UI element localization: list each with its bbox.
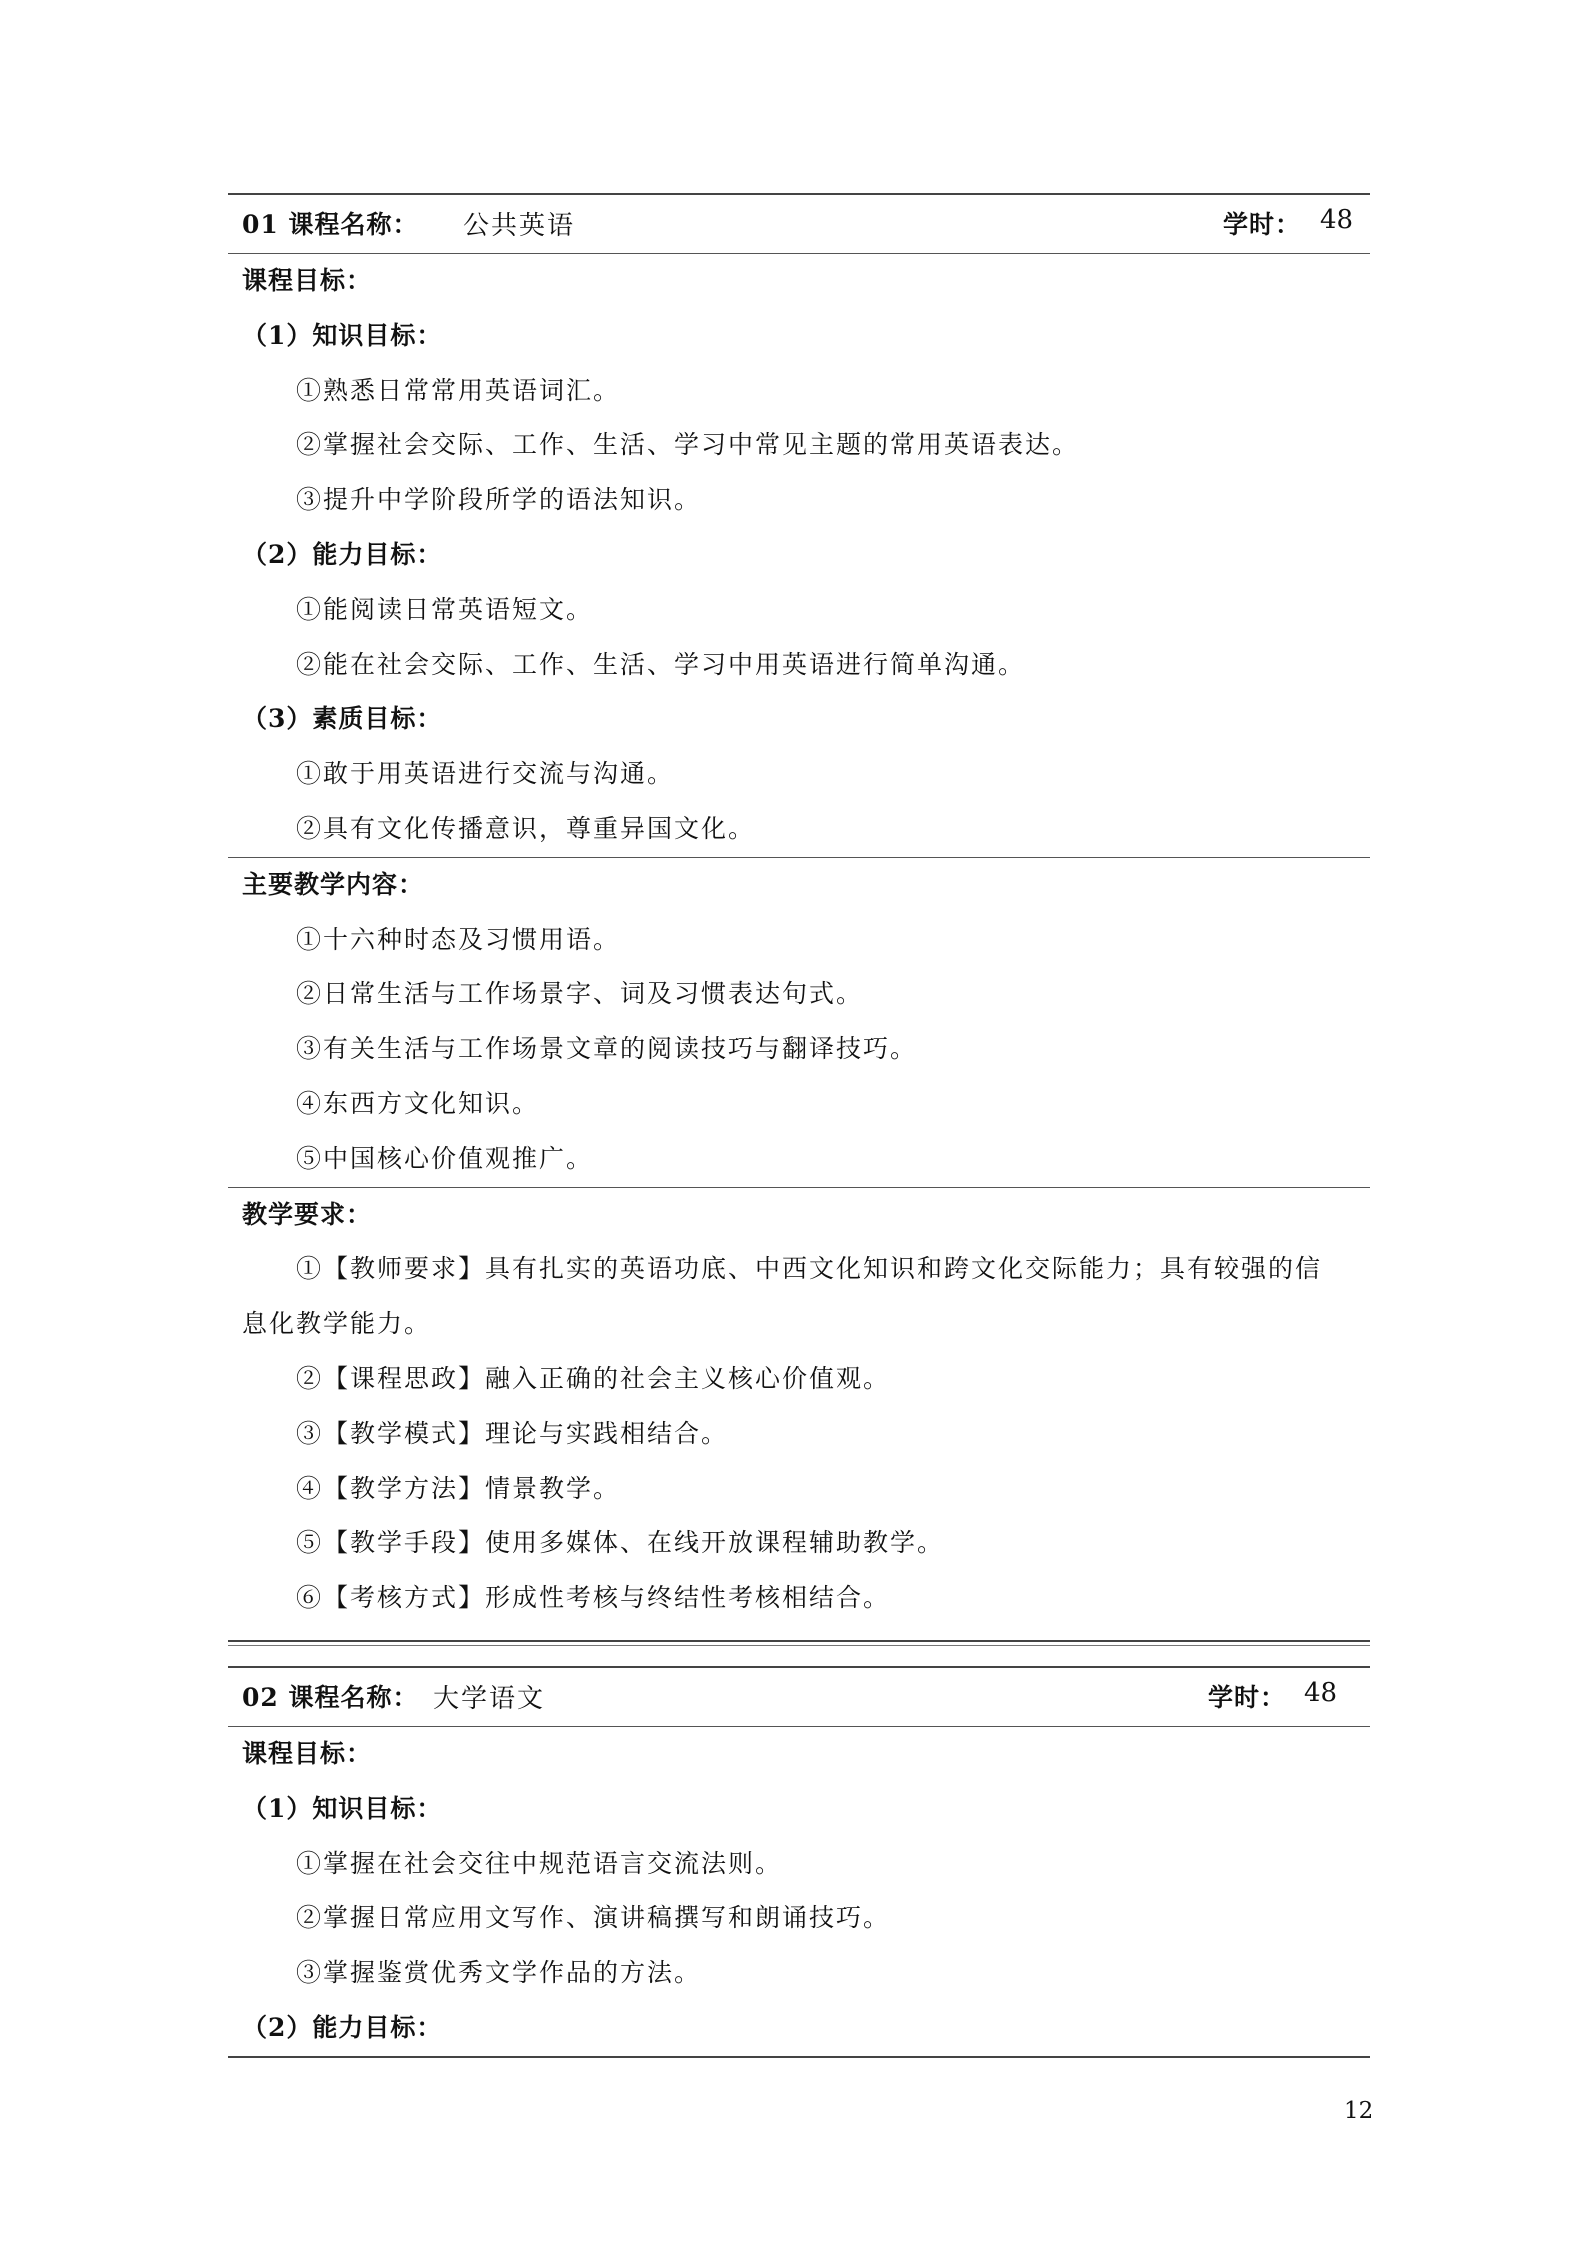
knowledge-title: （1）知识目标：: [242, 320, 443, 350]
course-block-01: [228, 193, 1370, 1646]
course-block-02: [228, 1666, 1370, 2058]
quality-title: （3）素质目标：: [242, 704, 443, 734]
ability-item: ①能阅读日常英语短文。: [296, 594, 594, 624]
course-header: [228, 195, 1370, 253]
knowledge-item: ①熟悉日常常用英语词汇。: [296, 375, 621, 405]
requirement-item: ③【教学模式】理论与实践相结合。: [296, 1418, 729, 1448]
knowledge-item: ②掌握日常应用文写作、演讲稿撰写和朗诵技巧。: [296, 1903, 891, 1933]
requirement-item: ①【教师要求】具有扎实的英语功底、中西文化知识和跨文化交际能力；具有较强的信: [296, 1254, 1323, 1284]
hours-label: 学时：: [1223, 210, 1302, 239]
course-header: [228, 1668, 1370, 1726]
content-title: 主要教学内容：: [242, 869, 425, 899]
course-name: 公共英语: [463, 211, 576, 241]
requirement-item: ②【课程思政】融入正确的社会主义核心价值观。: [296, 1363, 891, 1393]
course-label: 02 课程名称：: [242, 1683, 419, 1712]
bottom-rule: [228, 2056, 1370, 2058]
content-item: ②日常生活与工作场景字、词及习惯表达句式。: [296, 979, 864, 1009]
hours-value: 48: [1320, 205, 1354, 235]
course-label: 01 课程名称：: [242, 210, 419, 239]
objectives-title: 课程目标：: [242, 1739, 373, 1768]
content-item: ③有关生活与工作场景文章的阅读技巧与翻译技巧。: [296, 1034, 918, 1064]
bottom-rule: [228, 1640, 1370, 1646]
requirement-item: ④【教学方法】情景教学。: [296, 1473, 621, 1503]
content-item: ⑤中国核心价值观推广。: [296, 1143, 594, 1173]
hours-label: 学时：: [1208, 1683, 1287, 1712]
hours-value: 48: [1304, 1678, 1338, 1708]
ability-title: （2）能力目标：: [242, 2012, 443, 2042]
content-item: ④东西方文化知识。: [296, 1088, 540, 1118]
requirement-item: ⑥【考核方式】形成性考核与终结性考核相结合。: [296, 1583, 891, 1613]
requirement-item: ⑤【教学手段】使用多媒体、在线开放课程辅助教学。: [296, 1528, 945, 1558]
page-number: 12: [1344, 2098, 1374, 2124]
requirement-item-continued: 息化教学能力。: [242, 1309, 432, 1339]
knowledge-title: （1）知识目标：: [242, 1793, 443, 1823]
knowledge-item: ①掌握在社会交往中规范语言交流法则。: [296, 1848, 783, 1878]
requirements-title: 教学要求：: [242, 1199, 373, 1229]
knowledge-item: ③掌握鉴赏优秀文学作品的方法。: [296, 1958, 702, 1988]
ability-item: ②能在社会交际、工作、生活、学习中用英语进行简单沟通。: [296, 649, 1026, 679]
content-item: ①十六种时态及习惯用语。: [296, 924, 621, 954]
quality-item: ②具有文化传播意识，尊重异国文化。: [296, 813, 756, 843]
quality-item: ①敢于用英语进行交流与沟通。: [296, 759, 675, 789]
knowledge-item: ③提升中学阶段所学的语法知识。: [296, 485, 702, 515]
objectives-title: 课程目标：: [242, 266, 373, 295]
ability-title: （2）能力目标：: [242, 539, 443, 569]
knowledge-item: ②掌握社会交际、工作、生活、学习中常见主题的常用英语表达。: [296, 430, 1080, 460]
course-name: 大学语文: [433, 1684, 546, 1714]
